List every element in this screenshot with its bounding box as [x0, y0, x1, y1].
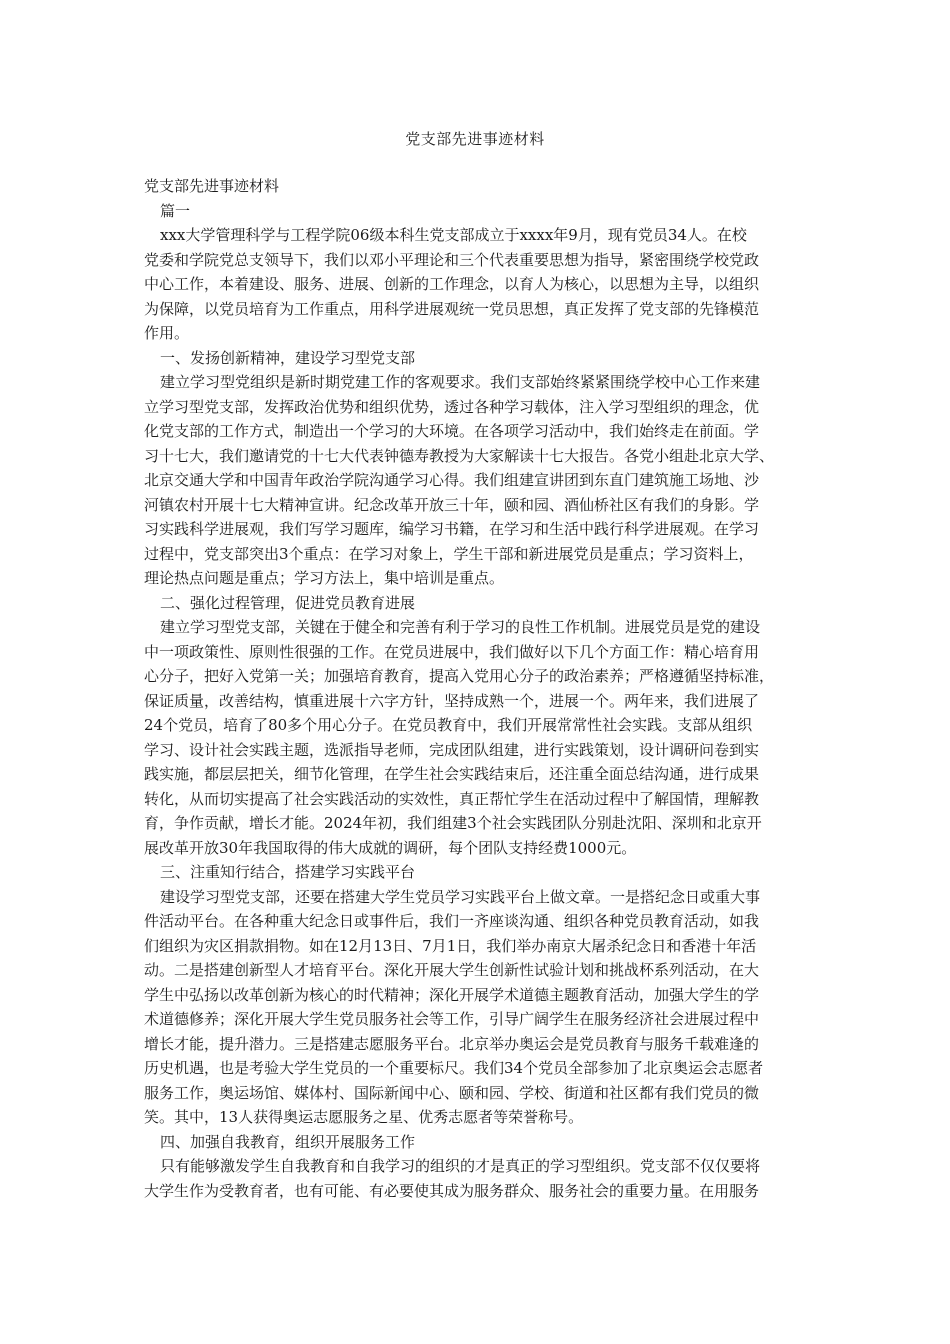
text-line: 践实施，都层层把关，细节化管理，在学生社会实践结束后，还注重全面总结沟通，进行成果: [144, 765, 760, 783]
text-line: 学习、设计社会实践主题，选派指导老师，完成团队组建，进行实践策划，设计调研问卷到实: [144, 740, 760, 759]
text-line: 增长才能，提升潜力。三是搭建志愿服务平台。北京举办奥运会是党员教育与服务千载难逢的: [144, 1034, 760, 1053]
text-line: 一、发扬创新精神，建设学习型党支部: [160, 348, 416, 367]
text-line: 中心工作，本着建设、服务、进展、创新的工作理念，以育人为核心，以思想为主导，以组织: [144, 275, 760, 293]
text-line: 党支部先进事迹材料: [144, 177, 280, 195]
page-title: 党支部先进事迹材料: [405, 130, 545, 148]
document-body: [144, 174, 806, 1203]
text-line: 四、加强自我教育，组织开展服务工作: [160, 1132, 416, 1151]
text-line: 转化，从而切实提高了社会实践活动的实效性，真正帮忙学生在活动过程中了解国情，理解教: [144, 789, 760, 808]
text-line: 篇一: [160, 201, 191, 220]
text-line: 历史机遇，也是考验大学生党员的一个重要标尺。我们34个党员全部参加了北京奥运会志愿者: [144, 1059, 764, 1077]
text-line: 习实践科学进展观，我们写学习题库，编学习书籍，在学习和生活中践行科学进展观。在学习: [144, 520, 760, 538]
text-line: 服务工作，奥运场馆、媒体村、国际新闻中心、颐和园、学校、街道和社区都有我们党员的微: [144, 1083, 760, 1102]
text-line: 北京交通大学和中国青年政治学院沟通学习心得。我们组建宣讲团到东直门建筑施工场地、沙: [144, 471, 760, 489]
text-line: 24个党员，培育了80多个用心分子。在党员教育中，我们开展常常性社会实践。支部从组织: [144, 716, 753, 734]
text-line: 只有能够激发学生自我教育和自我学习的组织的才是真正的学习型组织。党支部不仅仅要将: [160, 1157, 761, 1175]
text-line: 大学生作为受教育者，也有可能、有必要使其成为服务群众、服务社会的重要力量。在用服务: [144, 1181, 760, 1200]
text-line: 为保障，以党员培育为工作重点，用科学进展观统一党员思想，真正发挥了党支部的先锋模范: [144, 299, 760, 318]
text-line: 们组织为灾区捐款捐物。如在12月13日、7月1日，我们举办南京大屠杀纪念日和香港十年活: [144, 936, 757, 955]
text-line: 习十七大，我们邀请党的十七大代表钟德寿教授为大家解读十七大报告。各党小组赴北京大学、: [144, 446, 775, 465]
text-line: 过程中，党支部突出3个重点：在学习对象上，学生干部和新进展党员是重点；学习资料上，: [144, 544, 754, 563]
text-line: 件活动平台。在各种重大纪念日或事件后，我们一齐座谈沟通、组织各种党员教育活动，如我: [144, 912, 760, 930]
text-line: 河镇农村开展十七大精神宣讲。纪念改革开放三十年，颐和园、酒仙桥社区有我们的身影。学: [144, 495, 760, 514]
text-line: 三、注重知行结合，搭建学习实践平台: [160, 863, 416, 881]
text-line: 理论热点问题是重点；学习方法上，集中培训是重点。: [144, 569, 505, 587]
text-line: 保证质量，改善结构，慎重进展十六字方针，坚持成熟一个，进展一个。两年来，我们进展了: [144, 691, 760, 710]
text-line: 作用。: [144, 324, 190, 342]
text-line: 术道德修养；深化开展大学生党员服务社会等工作，引导广阔学生在服务经济社会进展过程中: [144, 1010, 760, 1028]
text-line: 学生中弘扬以改革创新为核心的时代精神；深化开展学术道德主题教育活动，加强大学生的学: [144, 985, 760, 1004]
text-line: 动。二是搭建创新型人才培育平台。深化开展大学生创新性试验计划和挑战杯系列活动，在大: [144, 961, 760, 979]
text-line: xxx大学管理科学与工程学院06级本科生党支部成立于xxxx年9月，现有党员34人。在校: [160, 226, 747, 244]
text-line: 二、强化过程管理，促进党员教育进展: [160, 593, 416, 612]
text-line: 党委和学院党总支领导下，我们以邓小平理论和三个代表重要思想为指导，紧密围绕学校党政: [144, 250, 760, 269]
text-line: 立学习型党支部，发挥政治优势和组织优势，透过各种学习载体，注入学习型组织的理念，优: [144, 397, 760, 416]
text-line: 育，争作贡献，增长才能。2024年初，我们组建3个社会实践团队分别赴沈阳、深圳和北京开: [144, 814, 762, 832]
text-line: 笑。其中，13人获得奥运志愿服务之星、优秀志愿者等荣誉称号。: [144, 1108, 584, 1126]
text-line: 展改革开放30年我国取得的伟大成就的调研，每个团队支持经费1000元。: [144, 838, 637, 857]
text-line: 建设学习型党支部，还要在搭建大学生党员学习实践平台上做文章。一是搭纪念日或重大事: [160, 887, 761, 906]
text-line: 化党支部的工作方式，制造出一个学习的大环境。在各项学习活动中，我们始终走在前面。学: [144, 422, 760, 440]
text-line: 心分子，把好入党第一关；加强培育教育，提高入党用心分子的政治素养；严格遵循坚持标准，: [144, 667, 775, 685]
text-line: 建立学习型党组织是新时期党建工作的客观要求。我们支部始终紧紧围绕学校中心工作来建: [160, 373, 761, 391]
text-line: 中一项政策性、原则性很强的工作。在党员进展中，我们做好以下几个方面工作：精心培育用: [144, 642, 760, 661]
text-line: 建立学习型党支部，关键在于健全和完善有利于学习的良性工作机制。进展党员是党的建设: [160, 618, 761, 636]
